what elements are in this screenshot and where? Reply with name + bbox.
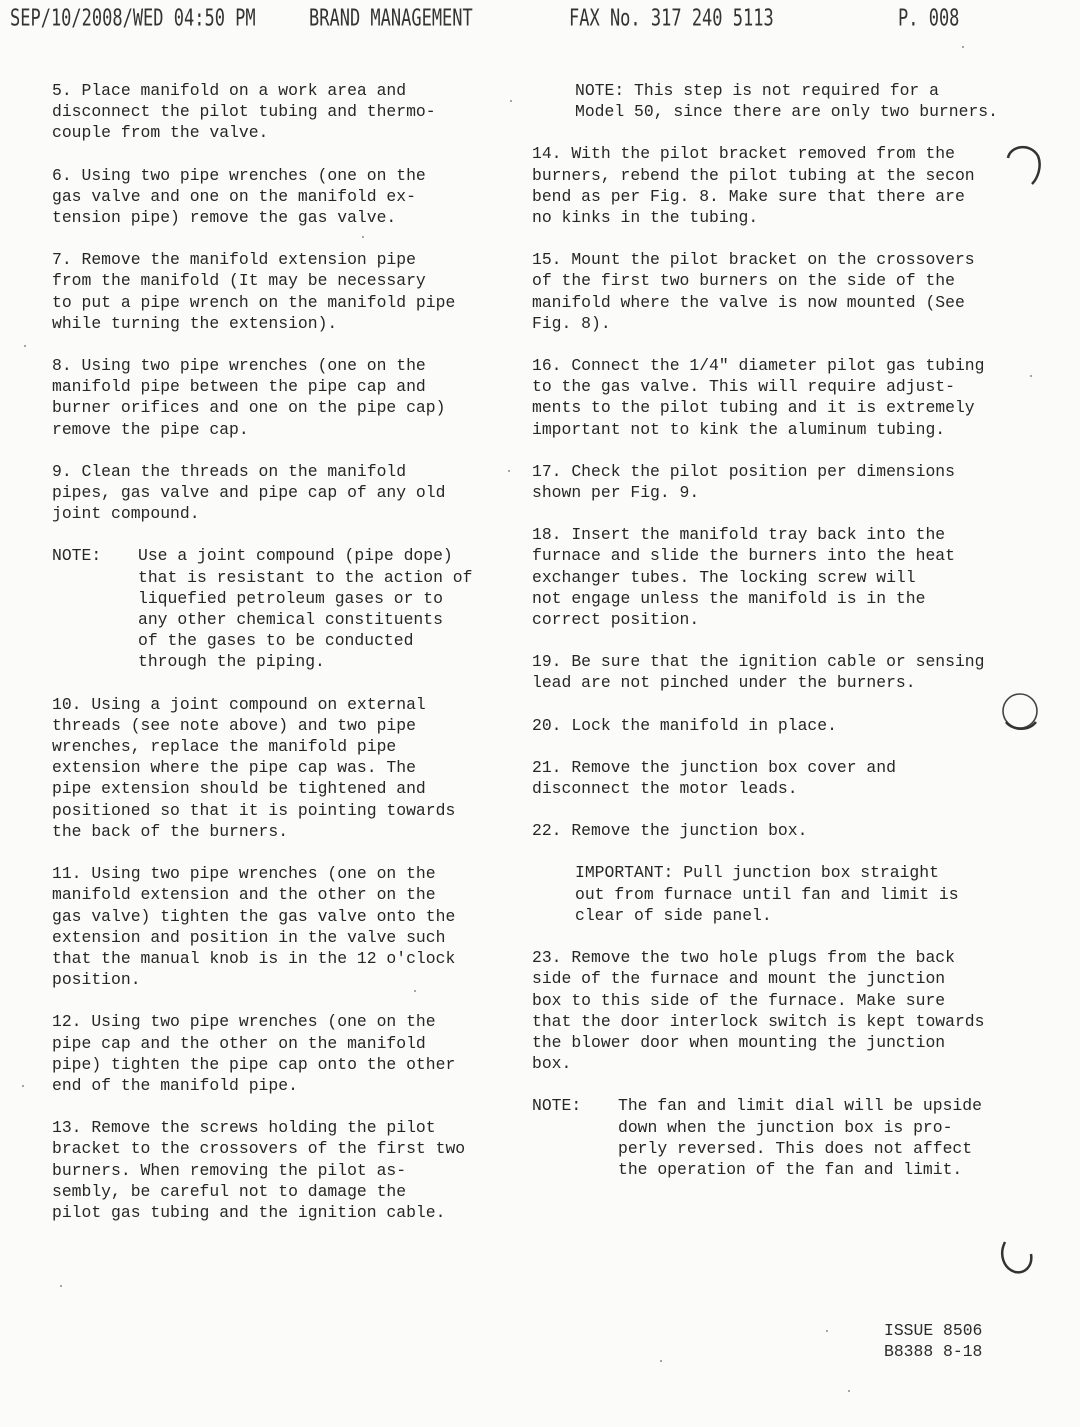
scan-speck xyxy=(24,345,26,347)
joint-compound-note xyxy=(52,545,484,672)
scan-speck xyxy=(848,1390,850,1392)
issue-footer xyxy=(884,1320,982,1362)
step-17: 17. Check the pilot position per dimensions shown per Fig. 9. xyxy=(532,461,955,503)
step-12: 12. Using two pipe wrenches (one on the pipe cap and the other on the manifold pipe) tighten the pipe cap onto the other end of the manifold pipe. xyxy=(52,1012,456,1095)
fax-number: FAX No. 317 240 5113 xyxy=(569,5,774,33)
step-23: 23. Remove the two hole plugs from the back side of the furnace and mount the junction box to this side of the furnace. Make sure that the door interlock switch is kept towards the blower door when mounting the junction box. xyxy=(532,948,985,1074)
step-16: 16. Connect the 1/4" diameter pilot gas tubing to the gas valve. This will require adjust- ments to the pilot tubing and it is extremely important not to kink the aluminum tubing. xyxy=(532,356,985,439)
important-note: IMPORTANT: Pull junction box straight out from furnace until fan and limit is clear of side panel. xyxy=(575,863,959,925)
document-number: B8388 8-18 xyxy=(884,1342,983,1362)
fax-department: BRAND MANAGEMENT xyxy=(309,5,473,33)
left-column xyxy=(52,80,484,1244)
step-13: 13. Remove the screws holding the pilot bracket to the crossovers of the first two burners. When removing the pilot as- sembly, be careful not to damage the pilot gas tubing and the ignition cable. xyxy=(52,1118,466,1222)
step-9: 9. Clean the threads on the manifold pipes, gas valve and pipe cap of any old joint compound. xyxy=(52,461,446,524)
note-text: Use a joint compound (pipe dope) that is resistant to the action of liquefied petroleum gases or to any other chemical constituents of the gases to be conducted through the piping. xyxy=(138,546,473,672)
step-11: 11. Using two pipe wrenches (one on the manifold extension and the other on the gas valve) tighten the gas valve onto the extension and position in the valve such that the manual knob is in the 12 o'clock position. xyxy=(52,864,456,990)
step-5: 5. Place manifold on a work area and disconnect the pilot tubing and thermo- couple from the valve. xyxy=(52,81,436,143)
scan-speck xyxy=(660,1360,662,1362)
scan-speck xyxy=(60,1285,62,1287)
scan-speck xyxy=(414,990,416,992)
scan-speck xyxy=(510,100,512,102)
step-10: 10. Using a joint compound on external threads (see note above) and two pipe wrenches, replace the manifold pipe extension where the pipe cap was. The pipe extension should be tightened and positioned so that it is pointing towards the back of the burners. xyxy=(52,694,456,841)
issue-number: ISSUE 8506 xyxy=(884,1321,983,1340)
model-50-note: NOTE: This step is not required for a Model 50, since there are only two burners. xyxy=(575,81,998,122)
scan-speck xyxy=(1030,375,1032,377)
scan-speck xyxy=(362,236,364,238)
punch-hole-top xyxy=(1000,140,1044,190)
step-18: 18. Insert the manifold tray back into the furnace and slide the burners into the heat exchanger tubes. The locking screw will not engage unless the manifold is in the correct position. xyxy=(532,525,955,630)
right-column xyxy=(532,80,1022,1201)
step-8: 8. Using two pipe wrenches (one on the manifold pipe between the pipe cap and burner orifices and one on the pipe cap) remove the pipe cap. xyxy=(52,356,446,439)
fax-header xyxy=(0,0,1080,43)
note-label: NOTE: xyxy=(532,1096,582,1116)
step-15: 15. Mount the pilot bracket on the crossovers of the first two burners on the side of the manifold where the valve is now mounted (See Fig. 8). xyxy=(532,250,975,333)
step-19: 19. Be sure that the ignition cable or sensing lead are not pinched under the burners. xyxy=(532,652,985,693)
note-text: The fan and limit dial will be upside down when the junction box is pro- perly reversed. This does not affect the operation of the fan and limit. xyxy=(618,1096,982,1179)
scan-speck xyxy=(826,1330,828,1332)
step-21: 21. Remove the junction box cover and disconnect the motor leads. xyxy=(532,757,896,799)
note-label: NOTE: xyxy=(52,546,102,566)
scan-speck xyxy=(508,470,510,472)
fax-page-number: P. 008 xyxy=(898,5,960,33)
fan-limit-note xyxy=(532,1095,1022,1180)
scan-speck xyxy=(22,1085,24,1087)
step-7: 7. Remove the manifold extension pipe from the manifold (It may be necessary to put a pipe wrench on the manifold pipe while turning the extension). xyxy=(52,250,456,333)
scan-speck xyxy=(962,46,964,48)
step-22: 22. Remove the junction box. xyxy=(532,821,808,841)
punch-hole-middle xyxy=(1000,688,1044,738)
step-20: 20. Lock the manifold in place. xyxy=(532,715,837,735)
step-6: 6. Using two pipe wrenches (one on the gas valve and one on the manifold ex- tension pipe) remove the gas valve. xyxy=(52,165,426,228)
fax-date-time: SEP/10/2008/WED 04:50 PM xyxy=(10,5,256,33)
punch-hole-bottom xyxy=(995,1232,1039,1282)
step-14: 14. With the pilot bracket removed from the burners, rebend the pilot tubing at the secon bend as per Fig. 8. Make sure that there are no kinks in the tubing. xyxy=(532,144,975,228)
